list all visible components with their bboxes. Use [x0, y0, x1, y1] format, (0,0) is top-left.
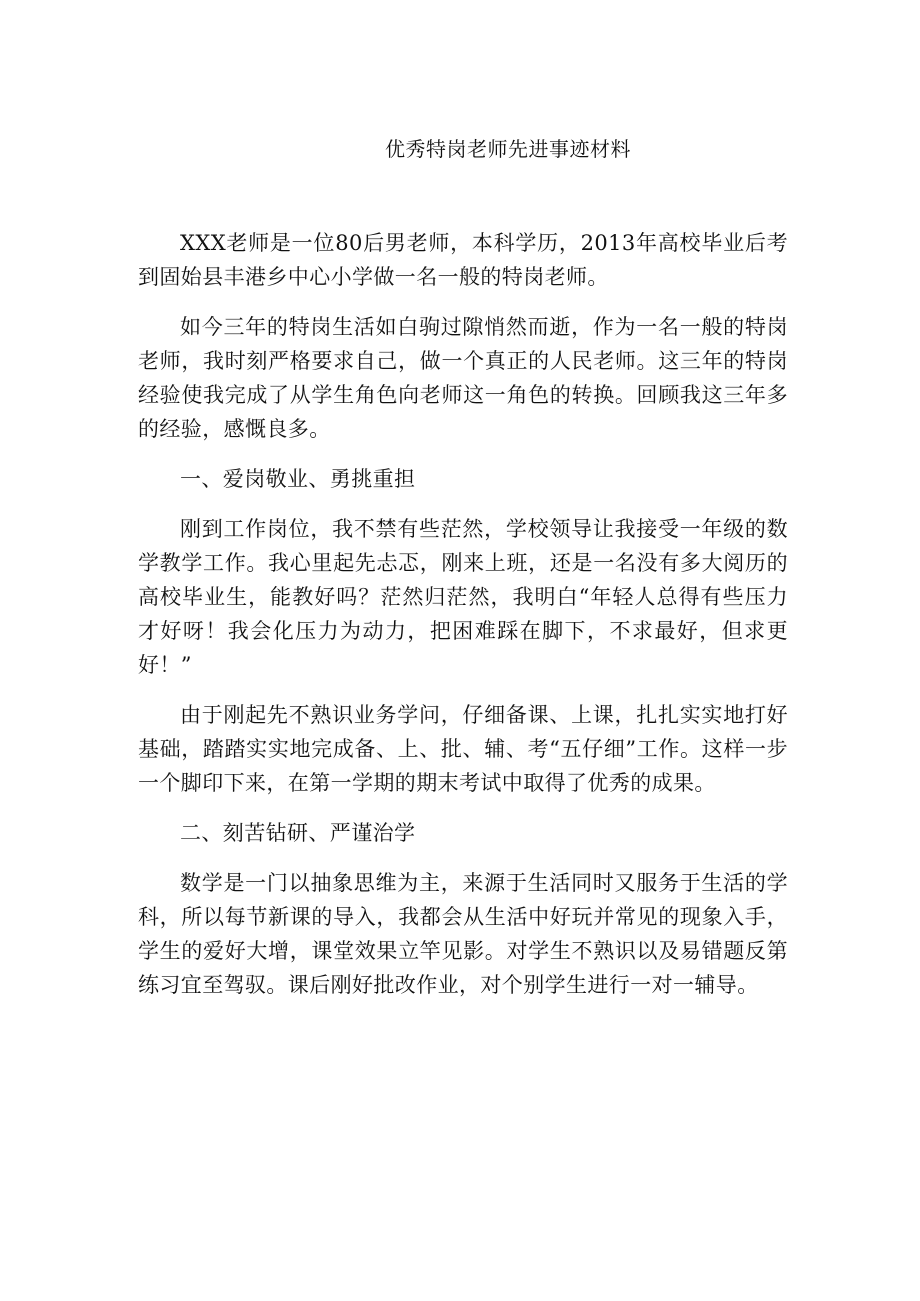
section-heading-1: 一、爱岗敬业、勇挑重担: [180, 467, 416, 491]
document-title: 优秀特岗老师先进事迹材料: [385, 137, 631, 161]
document-body: [138, 226, 788, 1018]
paragraph-section1-b: 由于刚起先不熟识业务学问，仔细备课、上课，扎扎实实地打好基础，踏踏实实地完成备、上、批、辅、考“五仔细”工作。这样一步一个脚印下来，在第一学期的期末考试中取得了优秀的成果。: [138, 703, 788, 795]
section-heading-2: 二、刻苦钻研、严谨治学: [180, 821, 416, 845]
paragraph-reflection: 如今三年的特岗生活如白驹过隙悄然而逝，作为一名一般的特岗老师，我时刻严格要求自己，做一个真正的人民老师。这三年的特岗经验使我完成了从学生角色向老师这一角色的转换。回顾我这三年多的经验，感慨良多。: [138, 315, 788, 441]
paragraph-section1-a: 刚到工作岗位，我不禁有些茫然，学校领导让我接受一年级的数学教学工作。我心里起先忐忑，刚来上班，还是一名没有多大阅历的高校毕业生，能教好吗？茫然归茫然，我明白“年轻人总得有些压力才好呀！我会化压力为动力，把困难踩在脚下，不求最好，但求更好！”: [138, 517, 788, 677]
paragraph-intro: XXX老师是一位80后男老师，本科学历，2013年高校毕业后考到固始县丰港乡中心小学做一名一般的特岗老师。: [138, 231, 788, 289]
paragraph-section2-a: 数学是一门以抽象思维为主，来源于生活同时又服务于生活的学科，所以每节新课的导入，我都会从生活中好玩并常见的现象入手，学生的爱好大增，课堂效果立竿见影。对学生不熟识以及易错题反第练习宜至驾驭。课后刚好批改作业，对个别学生进行一对一辅导。: [138, 871, 788, 997]
